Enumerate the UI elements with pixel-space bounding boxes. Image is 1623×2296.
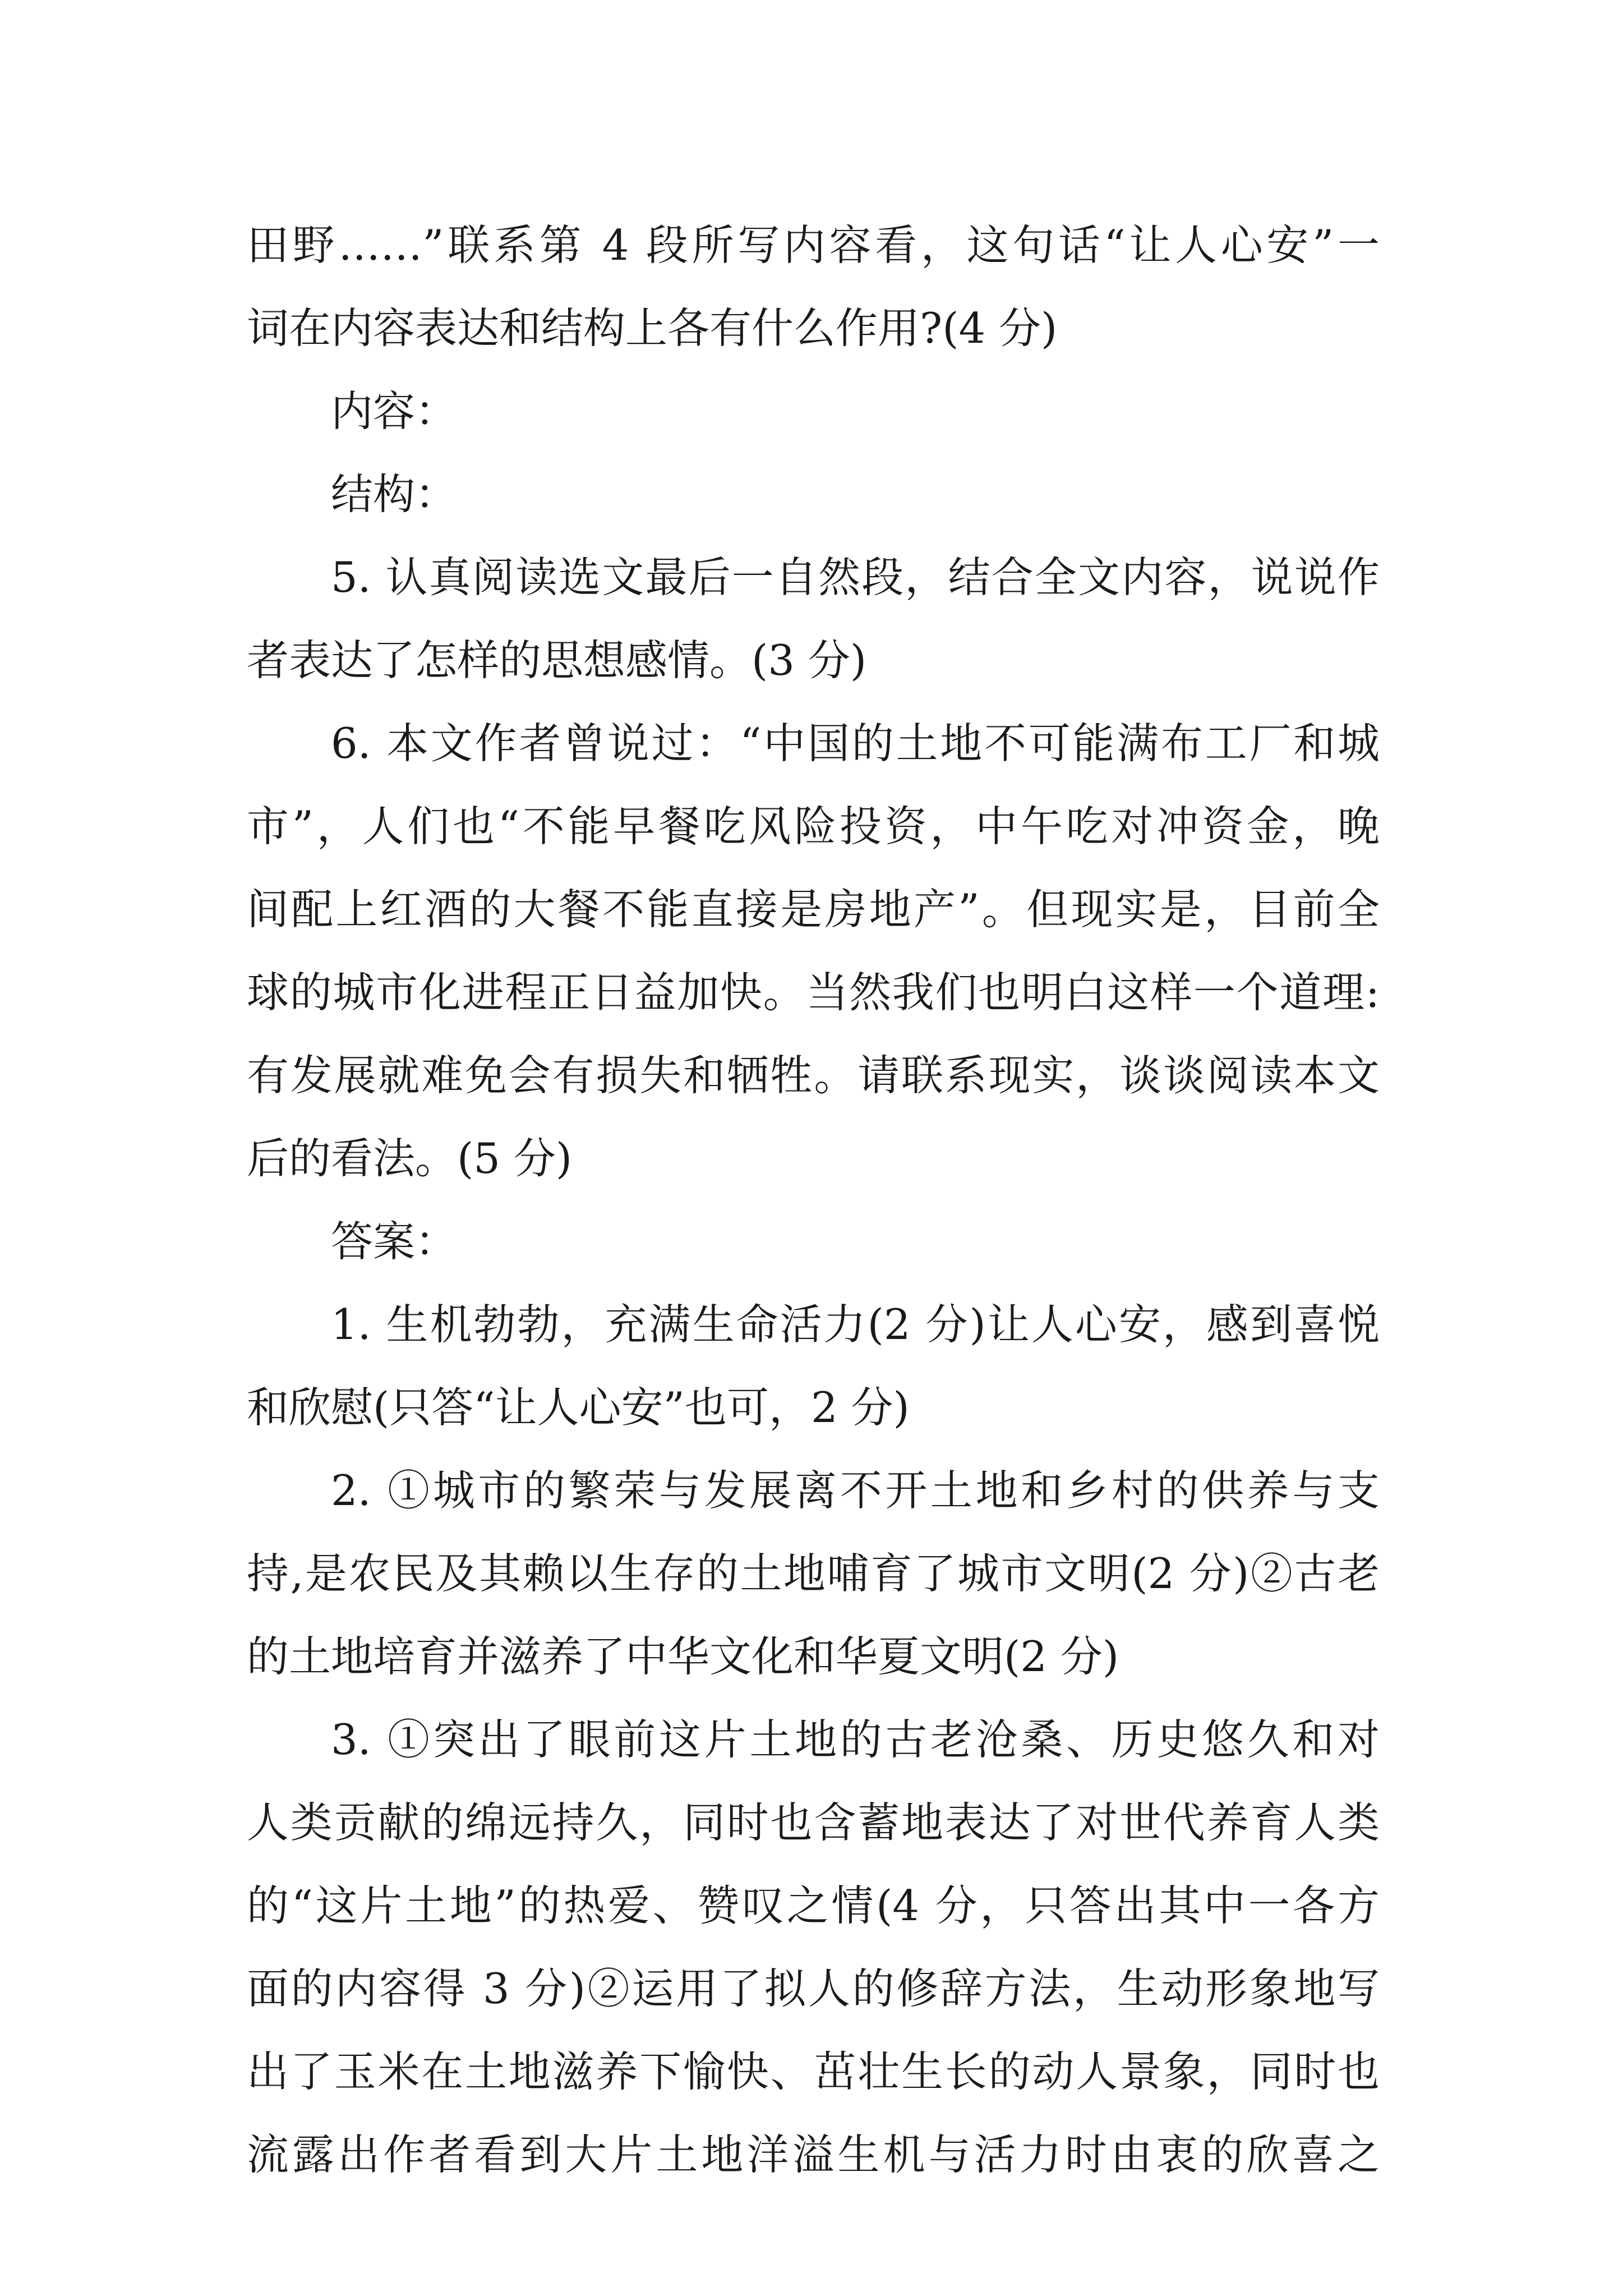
text-line: 人类贡献的绵远持久，同时也含蓄地表达了对世代养育人类 xyxy=(247,1798,1380,1847)
text-line: 和欣慰(只答“让人心安”也可，2 分) xyxy=(247,1383,910,1432)
answer-label-content: 内容： xyxy=(331,386,458,436)
answers-heading: 答案： xyxy=(331,1217,458,1266)
document-body xyxy=(247,204,1380,2196)
answer-3: 3. ①突出了眼前这片土地的古老沧桑、历史悠久和对 xyxy=(331,1715,1380,1764)
text-line: 市”，人们也“不能早餐吃风险投资，中午吃对冲资金，晚 xyxy=(247,802,1380,851)
answer-2: 2. ①城市的繁荣与发展离不开土地和乡村的供养与支 xyxy=(331,1466,1380,1515)
text-line: 出了玉米在土地滋养下愉快、茁壮生长的动人景象，同时也 xyxy=(247,2047,1380,2096)
answer-label-structure: 结构： xyxy=(331,470,458,519)
text-line: 间配上红酒的大餐不能直接是房地产”。但现实是，目前全 xyxy=(247,885,1380,934)
text-line: 持,是农民及其赖以生存的土地哺育了城市文明(2 分)②古老 xyxy=(247,1549,1380,1598)
text-line: 流露出作者看到大片土地洋溢生机与活力时由衷的欣喜之 xyxy=(247,2130,1380,2179)
text-line: 的土地培育并滋养了中华文化和华夏文明(2 分) xyxy=(247,1632,1119,1681)
question-6: 6. 本文作者曾说过：“中国的土地不可能满布工厂和城 xyxy=(331,719,1380,768)
answer-1: 1. 生机勃勃，充满生命活力(2 分)让人心安，感到喜悦 xyxy=(331,1300,1380,1349)
text-line: 田野……”联系第 4 段所写内容看，这句话“让人心安”一 xyxy=(247,220,1380,270)
text-line: 球的城市化进程正日益加快。当然我们也明白这样一个道理: xyxy=(247,968,1380,1017)
question-5: 5. 认真阅读选文最后一自然段，结合全文内容，说说作 xyxy=(331,553,1380,602)
text-line: 者表达了怎样的思想感情。(3 分) xyxy=(247,636,867,685)
text-line: 的“这片土地”的热爱、赞叹之情(4 分，只答出其中一各方 xyxy=(247,1881,1380,1930)
text-line: 后的看法。(5 分) xyxy=(247,1134,573,1183)
text-line: 面的内容得 3 分)②运用了拟人的修辞方法，生动形象地写 xyxy=(247,1964,1380,2013)
text-line: 有发展就难免会有损失和牺牲。请联系现实，谈谈阅读本文 xyxy=(247,1051,1380,1100)
text-line: 词在内容表达和结构上各有什么作用?(4 分) xyxy=(247,303,1058,353)
